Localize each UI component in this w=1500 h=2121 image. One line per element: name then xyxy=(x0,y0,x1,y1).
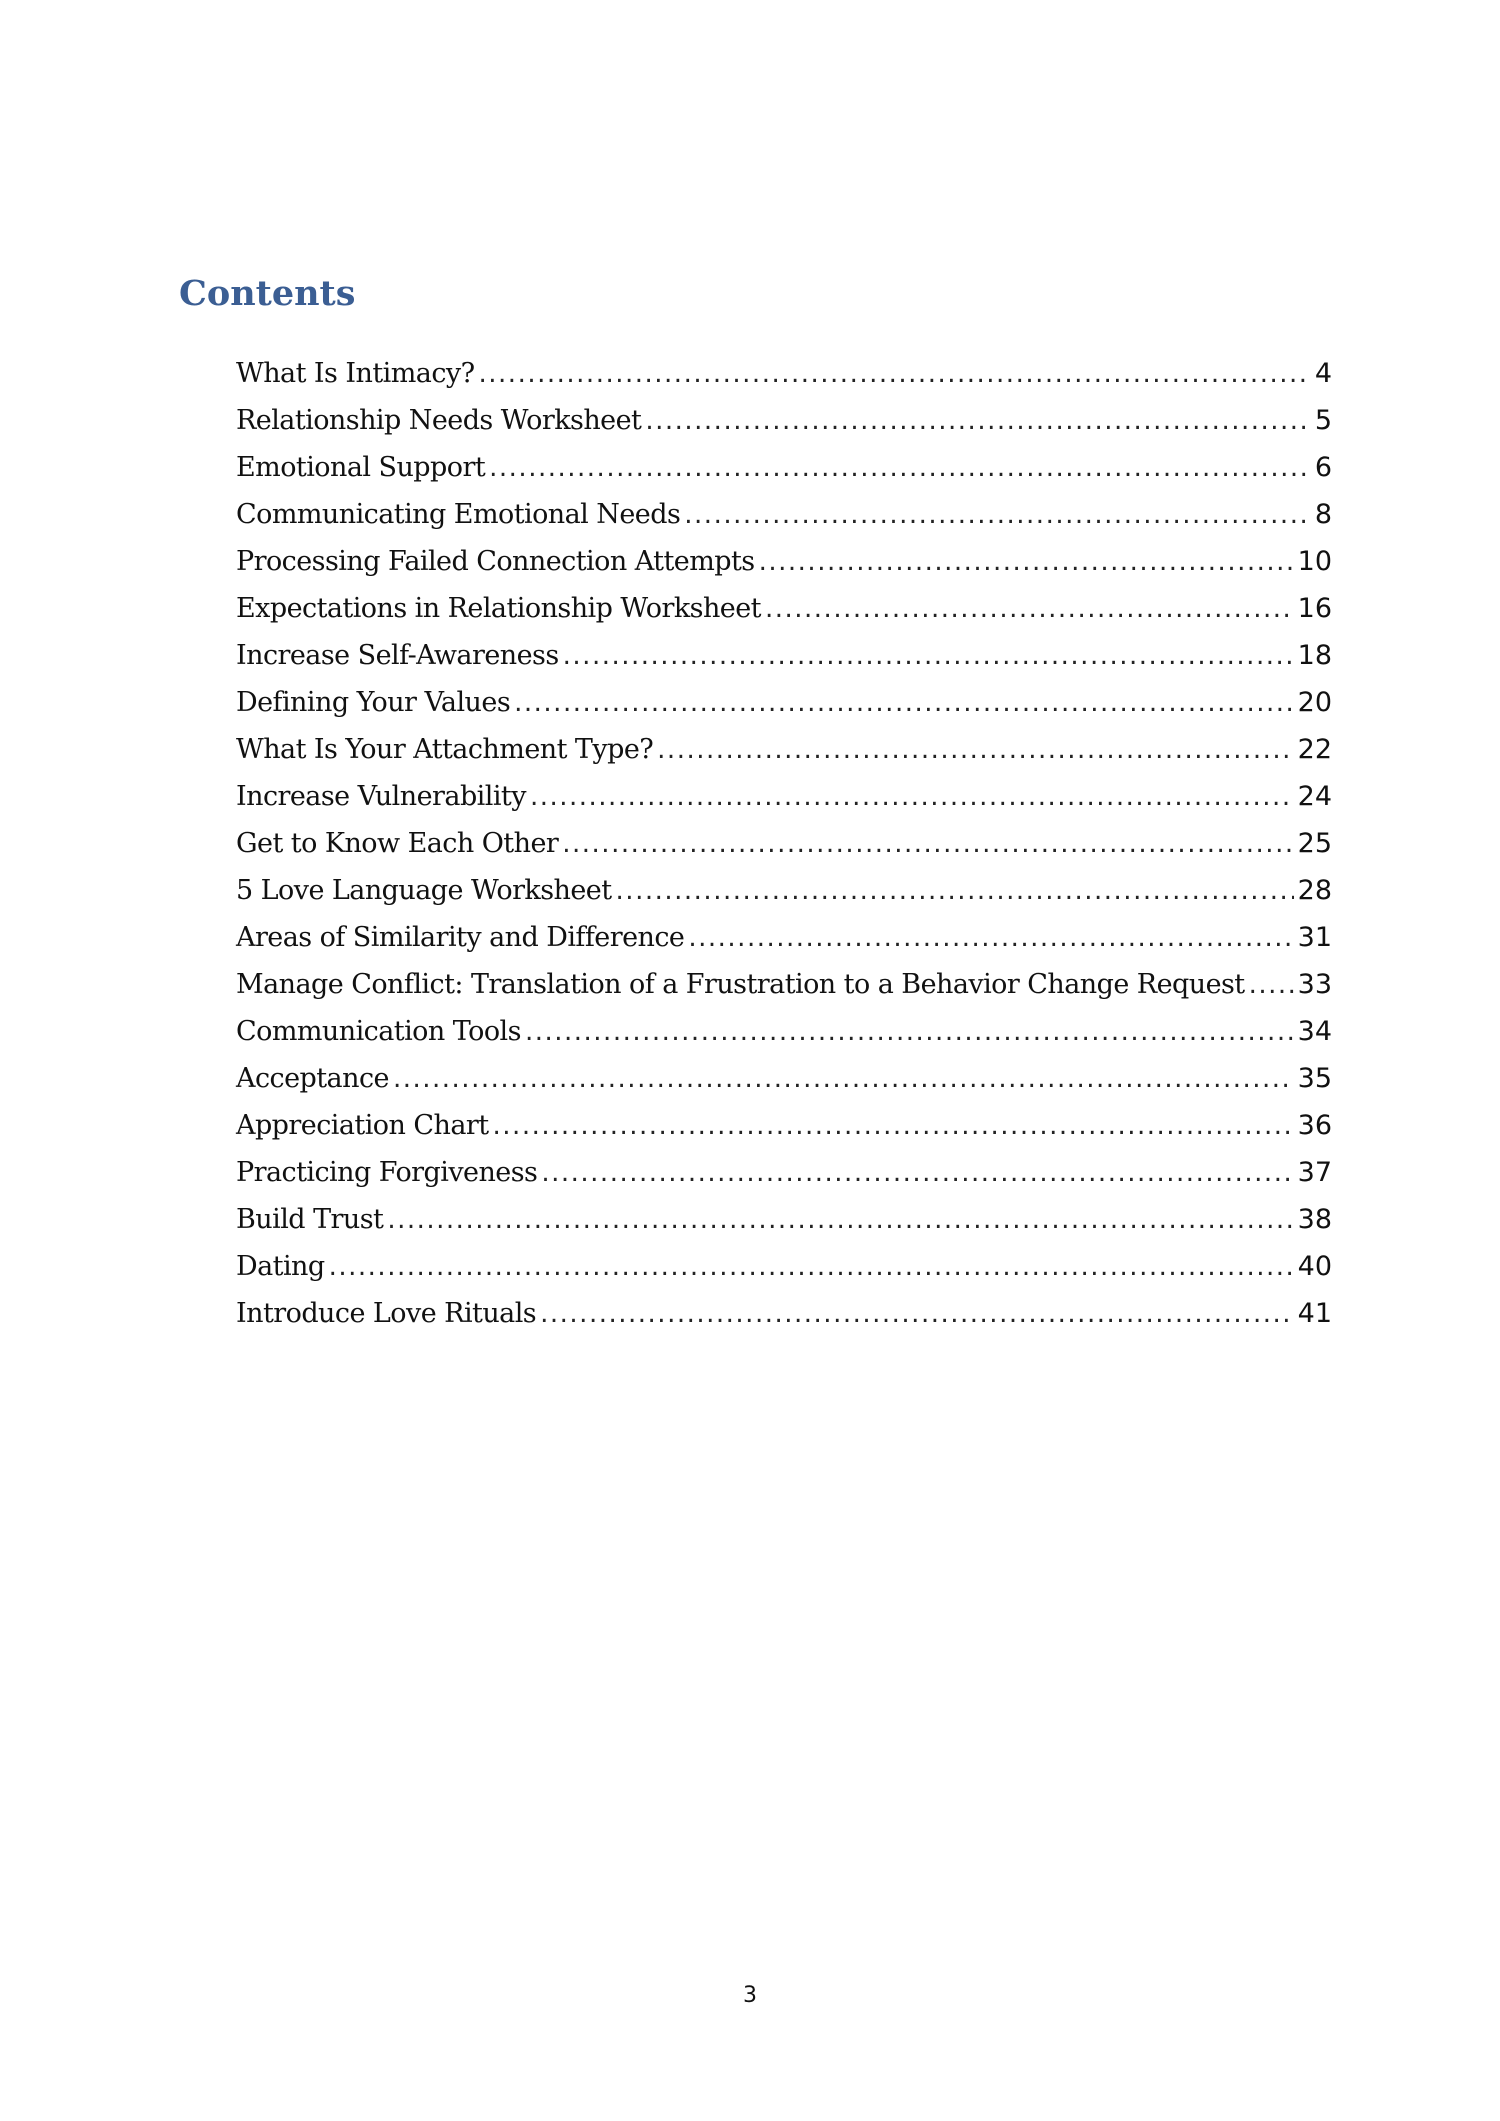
toc-entry-page-number[interactable]: 40 xyxy=(1297,1251,1332,1282)
toc-entry[interactable] xyxy=(236,1008,1332,1055)
toc-dot-leader xyxy=(479,351,1311,398)
toc-entry-page-number[interactable]: 25 xyxy=(1297,828,1332,859)
toc-entry[interactable] xyxy=(236,1196,1332,1243)
toc-entry[interactable] xyxy=(236,867,1332,914)
toc-entry-page-number[interactable]: 8 xyxy=(1314,499,1332,530)
toc-entry-page-number[interactable]: 24 xyxy=(1297,781,1332,812)
toc-entry-title[interactable]: What Is Intimacy? xyxy=(236,358,475,389)
toc-entry[interactable] xyxy=(236,679,1332,726)
toc-entry[interactable] xyxy=(236,1243,1332,1290)
toc-dot-leader xyxy=(393,1056,1294,1103)
page-number: 3 xyxy=(743,1983,757,2008)
toc-entry-page-number[interactable]: 37 xyxy=(1297,1157,1332,1188)
toc-dot-leader xyxy=(616,868,1294,915)
toc-entry-page-number[interactable]: 20 xyxy=(1297,687,1332,718)
toc-entry[interactable] xyxy=(236,820,1332,867)
toc-entry[interactable] xyxy=(236,632,1332,679)
toc-entry-title[interactable]: Appreciation Chart xyxy=(236,1110,489,1141)
toc-entry-title[interactable]: Emotional Support xyxy=(236,452,486,483)
toc-entry[interactable] xyxy=(236,1055,1332,1102)
toc-entry[interactable] xyxy=(236,350,1332,397)
toc-dot-leader xyxy=(563,633,1294,680)
toc-entry[interactable] xyxy=(236,726,1332,773)
toc-dot-leader xyxy=(541,1150,1293,1197)
toc-entry-page-number[interactable]: 10 xyxy=(1297,546,1332,577)
toc-dot-leader xyxy=(387,1197,1293,1244)
toc-entry-page-number[interactable]: 31 xyxy=(1297,922,1332,953)
toc-entry-page-number[interactable]: 33 xyxy=(1297,969,1332,1000)
toc-dot-leader xyxy=(562,821,1293,868)
toc-dot-leader xyxy=(765,586,1294,633)
toc-entry-page-number[interactable]: 18 xyxy=(1297,640,1332,671)
toc-entry-page-number[interactable]: 5 xyxy=(1314,405,1332,436)
toc-entry-title[interactable]: What Is Your Attachment Type? xyxy=(236,734,654,765)
toc-entry-title[interactable]: Communicating Emotional Needs xyxy=(236,499,681,530)
toc-entry-page-number[interactable]: 6 xyxy=(1314,452,1332,483)
toc-entry[interactable] xyxy=(236,538,1332,585)
toc-entry-title[interactable]: 5 Love Language Worksheet xyxy=(236,875,612,906)
toc-entry-title[interactable]: Processing Failed Connection Attempts xyxy=(236,546,755,577)
toc-entry-page-number[interactable]: 35 xyxy=(1297,1063,1332,1094)
toc-entry-title[interactable]: Relationship Needs Worksheet xyxy=(236,405,642,436)
toc-dot-leader xyxy=(329,1244,1294,1291)
toc-entry-page-number[interactable]: 41 xyxy=(1297,1298,1332,1329)
toc-dot-leader xyxy=(525,1009,1294,1056)
toc-entry-title[interactable]: Increase Vulnerability xyxy=(236,781,526,812)
toc-dot-leader xyxy=(657,727,1293,774)
toc-dot-leader xyxy=(1249,962,1294,1009)
toc-entry[interactable] xyxy=(236,961,1332,1008)
toc-entry[interactable] xyxy=(236,491,1332,538)
toc-entry-page-number[interactable]: 36 xyxy=(1297,1110,1332,1141)
toc-entry-title[interactable]: Dating xyxy=(236,1251,325,1282)
toc-entry-page-number[interactable]: 16 xyxy=(1297,593,1332,624)
toc-entry[interactable] xyxy=(236,914,1332,961)
toc-entry-page-number[interactable]: 28 xyxy=(1297,875,1332,906)
toc-entry-title[interactable]: Defining Your Values xyxy=(236,687,511,718)
toc-entry-page-number[interactable]: 34 xyxy=(1297,1016,1332,1047)
toc-dot-leader xyxy=(493,1103,1294,1150)
toc-entry-title[interactable]: Practicing Forgiveness xyxy=(236,1157,538,1188)
toc-entry-title[interactable]: Manage Conflict: Translation of a Frustration to a Behavior Change Request xyxy=(236,969,1245,1000)
toc-dot-leader xyxy=(684,492,1311,539)
toc-entry-title[interactable]: Acceptance xyxy=(236,1063,389,1094)
toc-entry-title[interactable]: Introduce Love Rituals xyxy=(236,1298,537,1329)
toc-entry[interactable] xyxy=(236,1290,1332,1337)
toc-entry[interactable] xyxy=(236,1149,1332,1196)
toc-heading: Contents xyxy=(179,273,356,314)
toc-entry[interactable] xyxy=(236,444,1332,491)
toc-entry-title[interactable]: Communication Tools xyxy=(236,1016,521,1047)
toc-entry-title[interactable]: Expectations in Relationship Worksheet xyxy=(236,593,761,624)
toc-entry[interactable] xyxy=(236,585,1332,632)
toc-dot-leader xyxy=(759,539,1294,586)
toc-entry-page-number[interactable]: 38 xyxy=(1297,1204,1332,1235)
toc-dot-leader xyxy=(688,915,1293,962)
toc-dot-leader xyxy=(489,445,1311,492)
toc-entry[interactable] xyxy=(236,1102,1332,1149)
toc-entry-title[interactable]: Areas of Similarity and Difference xyxy=(236,922,685,953)
toc-dot-leader xyxy=(514,680,1294,727)
toc-entry-title[interactable]: Get to Know Each Other xyxy=(236,828,559,859)
toc-entry[interactable] xyxy=(236,397,1332,444)
toc-entry-page-number[interactable]: 4 xyxy=(1314,358,1332,389)
table-of-contents xyxy=(236,350,1332,1337)
toc-dot-leader xyxy=(530,774,1294,821)
toc-entry[interactable] xyxy=(236,773,1332,820)
toc-entry-title[interactable]: Increase Self-Awareness xyxy=(236,640,559,671)
toc-entry-page-number[interactable]: 22 xyxy=(1297,734,1332,765)
toc-dot-leader xyxy=(540,1291,1294,1338)
toc-entry-title[interactable]: Build Trust xyxy=(236,1204,384,1235)
toc-dot-leader xyxy=(645,398,1310,445)
